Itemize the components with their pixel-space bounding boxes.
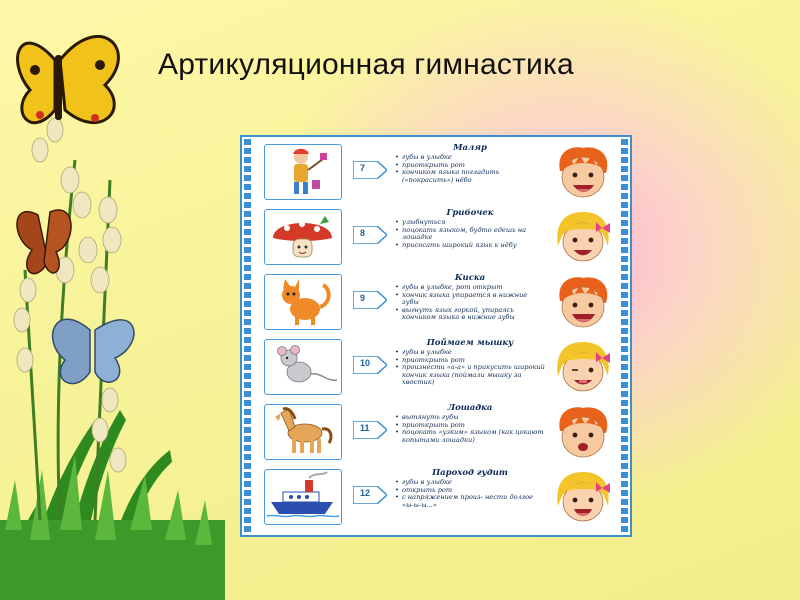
exercise-number [353,291,387,309]
exercise-number [353,486,387,504]
exercise-step: • приоткрыть рот [402,422,546,430]
exercise-description [394,208,546,249]
exercise-row [254,271,620,335]
exercise-step: • губы в улыбке [402,479,546,487]
exercise-step: • вытянуть губы [402,414,546,422]
exercise-step: • с напряжением произ- нести долгое «ы-ы-ы...» [402,494,546,509]
exercise-row [254,466,620,530]
exercise-step: • кончиком языка погладить («покрасить») нёбо [402,169,546,184]
exercise-number [353,356,387,374]
exercise-description [394,273,546,322]
boy-face-picture [552,275,614,331]
exercise-step: • присосать широкий язык к нёбу [402,242,546,250]
exercise-row [254,141,620,205]
exercise-number [353,161,387,179]
exercise-description [394,143,546,184]
exercise-step: • улыбнуться [402,219,546,227]
exercise-title: Киска [454,273,486,283]
exercise-step: • приоткрыть рот [402,357,546,365]
exercise-number-label: 9 [360,293,366,303]
cat-picture [264,274,342,330]
right-border-stripe [621,139,628,533]
exercise-step: • выгнуть язык горкой, упираясь кончиком языка в нижние зубы [402,307,546,322]
exercise-sheet [240,135,632,537]
exercise-number-label: 12 [360,488,371,498]
exercise-title: Пароход гудит [432,468,508,478]
exercise-title: Маляр [453,143,487,153]
mushroom-picture [264,209,342,265]
exercise-description [394,468,546,509]
exercise-number-label: 11 [360,423,370,433]
exercise-step: • поцокать «узким» языком (как цокают копытами лошадки) [402,429,546,444]
girl-face-picture [552,210,614,266]
exercise-number-label: 8 [360,228,366,238]
exercise-step: • поцокать языком, будто едешь на лошадке [402,227,546,242]
exercise-row [254,401,620,465]
exercise-step: • произнести «а-а» и прикусить широкий кончик языка (поймали мышку за хвостик) [402,364,546,387]
exercise-number-label: 10 [360,358,371,368]
exercise-step: • губы в улыбке [402,349,546,357]
exercise-step: • приоткрыть рот [402,162,546,170]
exercise-title: Грибочек [446,208,494,218]
steamboat-picture [264,469,342,525]
exercise-step: • открыть рот [402,487,546,495]
boy-face-picture [552,405,614,461]
girl-face-picture [552,470,614,526]
exercise-number-label: 7 [360,163,366,173]
exercise-description [394,403,546,444]
nature-decoration [0,0,225,600]
exercise-title: Поймаем мышку [426,338,514,348]
girl-face-picture [552,340,614,396]
mouse-picture [264,339,342,395]
horse-picture [264,404,342,460]
exercise-step: • губы в улыбке [402,154,546,162]
left-border-stripe [244,139,251,533]
exercise-step: • губы в улыбке, рот открыт [402,284,546,292]
painter-doll-picture [264,144,342,200]
boy-face-picture [552,145,614,201]
exercise-number [353,421,387,439]
exercise-step: • кончик языка упирается в нижние зубы [402,292,546,307]
exercise-row [254,206,620,270]
slide-title: Артикуляционная гимнастика [158,48,574,81]
exercise-number [353,226,387,244]
exercise-description [394,338,546,387]
exercise-row [254,336,620,400]
exercise-title: Лошадка [447,403,493,413]
